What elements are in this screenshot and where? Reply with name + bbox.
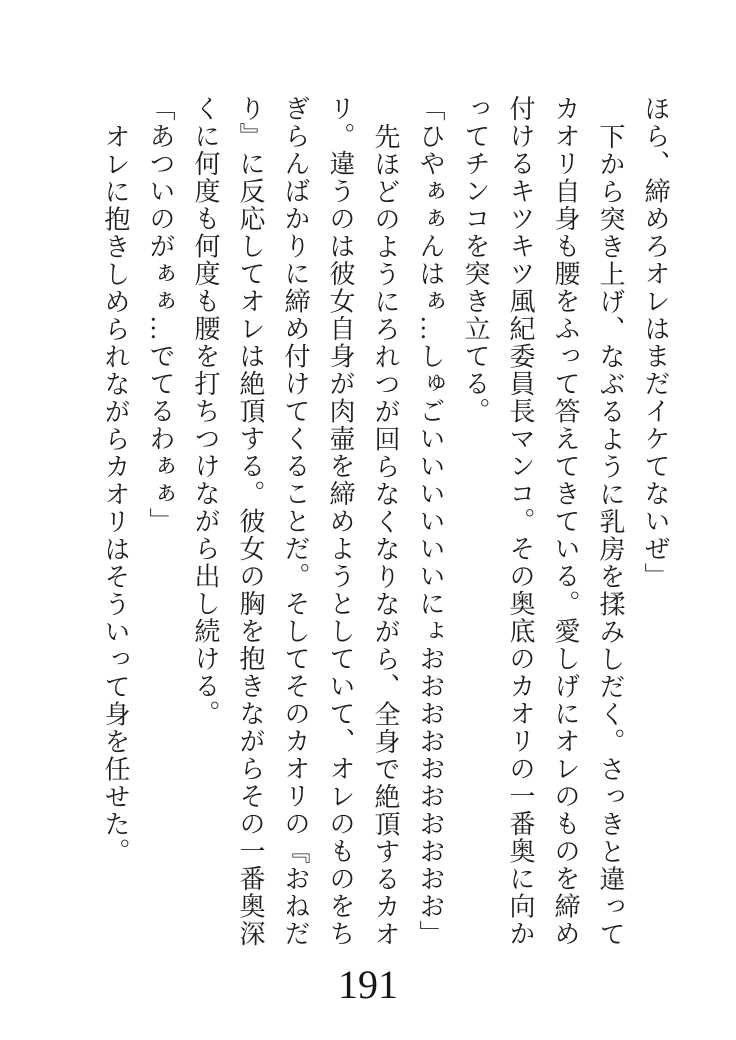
page-number: 191 bbox=[338, 962, 398, 1007]
paragraph-dialogue-3: 「あついのがぁぁ…でてるわぁぁ」 bbox=[146, 95, 175, 535]
paragraph-dialogue-1: ほら、締めろオレはまだイケてないぜ」 bbox=[641, 95, 670, 590]
paragraph-narrative-1: 下から突き上げ、なぶるように乳房を揉みしだく。さっきと違ってカオリ自身も腰をふって答えてきている。愛しげにオレのものを締め付けるキツキツ風紀委員長マンコ。その奥底のカオリの一番奥に向かってチンコを突き立てる。 bbox=[461, 95, 625, 948]
paragraph-narrative-3: オレに抱きしめられながらカオリはそういって身を任せた。 bbox=[101, 122, 130, 865]
paragraph-dialogue-2: 「ひやぁぁんはぁ…しゅごいいいいいいにょおおおおおおおおおお」 bbox=[416, 95, 445, 948]
paragraph-narrative-2: 先ほどのようにろれつが回らなくなりながら、全身で絶頂するカオリ。違うのは彼女自身が肉壷を締めようとしていて、オレのものをちぎらんばかりに締め付けてくることだ。そしてそのカオリの『おねだり』に反応してオレは絶頂する。彼女の胸を抱きながらその一番奥深くに何度も何度も腰を打ちつけながら出し続ける。 bbox=[191, 95, 400, 948]
body-text bbox=[93, 95, 678, 948]
